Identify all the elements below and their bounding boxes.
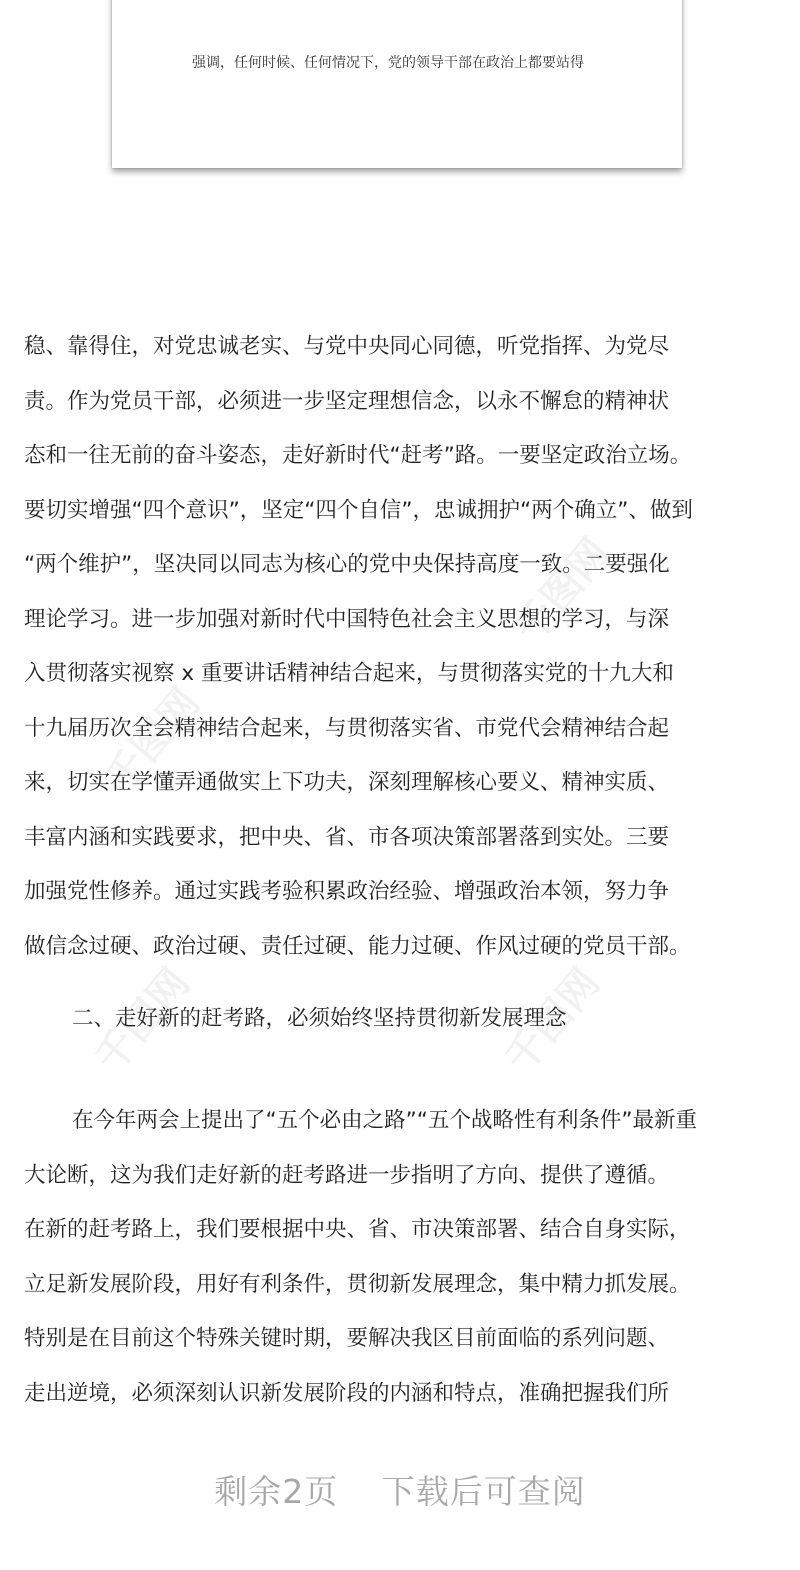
- watermark: 千图网: [506, 530, 619, 652]
- paragraph-line: 态和一往无前的奋斗姿态，走好新时代“赶考”路。一要坚定政治立场。: [24, 443, 692, 468]
- paragraph-line: 入贯彻落实视察 x 重要讲话精神结合起来，与贯彻落实党的十九大和: [24, 661, 674, 686]
- section-heading-text: 二、走好新的赶考路，必须始终坚持贯彻新发展理念: [72, 1006, 567, 1031]
- watermark: 千图网: [496, 960, 609, 1082]
- paragraph-line: 在新的赶考路上，我们要根据中央、省、市决策部署、结合自身实际，: [24, 1217, 691, 1242]
- paragraph-line: 理论学习。进一步加强对新时代中国特色社会主义思想的学习，与深: [24, 606, 670, 632]
- section-heading: [24, 992, 784, 1047]
- paragraph-line: 在今年两会上提出了“五个必由之路”“五个战略性有利条件”最新重: [72, 1108, 698, 1133]
- paragraph-line: 稳、靠得住，对党忠诚老实、与党中央同心同德，听党指挥、为党尽: [24, 334, 670, 359]
- paragraph-line: 来，切实在学懂弄通做实上下功夫，深刻理解核心要义、精神实质、: [24, 770, 670, 795]
- watermark: 千图网: [96, 680, 209, 802]
- paragraph-line: 做信念过硬、政治过硬、责任过硬、能力过硬、作风过硬的党员干部。: [24, 933, 691, 959]
- document-preview-card: [112, 0, 682, 168]
- preview-card-text: 强调，任何时候、任何情况下，党的领导干部在政治上都要站得: [192, 55, 584, 71]
- paragraph-line: 十九届历次全会精神结合起来，与贯彻落实省、市党代会精神结合起: [24, 715, 670, 741]
- paragraph-line: 走出逆境，必须深刻认识新发展阶段的内涵和特点，准确把握我们所: [24, 1380, 670, 1406]
- paragraph-line: 要切实增强“四个意识”，坚定“四个自信”，忠诚拥护“两个确立”、做到: [24, 497, 693, 523]
- paragraph-line: 大论断，这为我们走好新的赶考路进一步指明了方向、提供了遵循。: [24, 1162, 670, 1188]
- paragraph-line: “两个维护”，坚决同以同志为核心的党中央保持高度一致。二要强化: [24, 552, 670, 577]
- paragraph-1: [24, 320, 784, 974]
- paragraph-line: 丰富内涵和实践要求，把中央、省、市各项决策部署落到实处。三要: [24, 824, 670, 850]
- watermark: 千图网: [86, 960, 199, 1082]
- paragraph-line: 责。作为党员干部，必须进一步坚定理想信念，以永不懈怠的精神状: [24, 388, 670, 414]
- download-prompt[interactable]: [0, 1466, 800, 1513]
- paragraph-line: 立足新发展阶段，用好有利条件，贯彻新发展理念，集中精力抓发展。: [24, 1271, 691, 1297]
- paragraph-2: [24, 1094, 784, 1421]
- paragraph-line: 特别是在目前这个特殊关键时期，要解决我区目前面临的系列问题、: [24, 1326, 670, 1351]
- remaining-pages-label[interactable]: 剩余2页: [214, 1472, 339, 1511]
- download-to-view-label[interactable]: 下载后可查阅: [381, 1472, 586, 1511]
- paragraph-line: 加强党性修养。通过实践考验积累政治经验、增强政治本领，努力争: [24, 879, 670, 904]
